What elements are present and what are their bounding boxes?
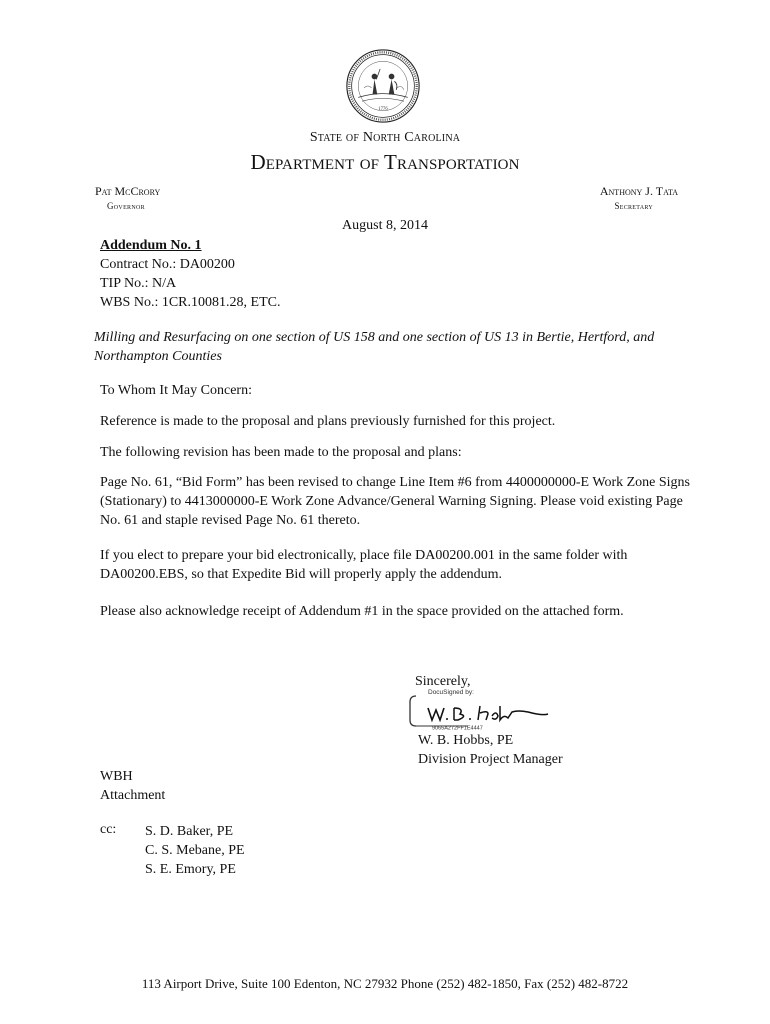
envelope-id: 9065A272FF1E4447	[432, 725, 483, 730]
contract-number: Contract No.: DA00200	[100, 257, 235, 272]
cc-recipient: S. D. Baker, PE	[145, 824, 234, 839]
governor-name: Pat McCrory	[95, 184, 161, 198]
secretary-title: Secretary	[614, 201, 653, 211]
signer-name: W. B. Hobbs, PE	[418, 733, 514, 748]
salutation: To Whom It May Concern:	[100, 383, 252, 398]
docusign-label: DocuSigned by:	[428, 689, 474, 696]
closing: Sincerely,	[415, 674, 471, 689]
initials-block	[100, 767, 165, 805]
electronic-bid-paragraph: If you elect to prepare your bid electronically, place file DA00200.001 in the same folder with DA00200.EBS, so that Expedite Bid will properly apply the addendum.	[100, 548, 628, 582]
cc-list	[145, 822, 245, 879]
project-title: Milling and Resurfacing on one section of US 158 and one section of US 13 in Bertie, Hertford, and Northampton Counties	[94, 330, 655, 364]
wbs-number: WBS No.: 1CR.10081.28, ETC.	[100, 295, 281, 310]
footer-address: 113 Airport Drive, Suite 100 Edenton, NC 27932 Phone (252) 482-1850, Fax (252) 482-8722	[141, 976, 629, 991]
contract-info	[100, 236, 280, 312]
cc-recipient: S. E. Emory, PE	[145, 862, 236, 877]
acknowledge-paragraph: Please also acknowledge receipt of Addendum #1 in the space provided on the attached form.	[100, 604, 624, 619]
typist-initials: WBH	[100, 769, 133, 784]
reference-paragraph: Reference is made to the proposal and plans previously furnished for this project.	[100, 414, 556, 429]
department-name: Department of Transportation	[250, 150, 520, 174]
addendum-number: Addendum No. 1	[100, 238, 202, 253]
svg-text:1776: 1776	[378, 106, 388, 112]
cc-label: cc:	[100, 822, 117, 837]
state-seal-logo	[345, 48, 421, 124]
signer-block	[418, 731, 563, 769]
revision-detail: Page No. 61, “Bid Form” has been revised to change Line Item #6 from 4400000000-E Work Zone Signs (Stationary) to 4413000000-E Work Zone Advance/General Warning Signing. Please void existing Page No. 61 and staple revised Page No. 61 thereto.	[100, 475, 690, 528]
docusign-signature-block	[408, 686, 568, 730]
tip-number: TIP No.: N/A	[100, 276, 177, 291]
state-name: State of North Carolina	[309, 130, 461, 145]
signer-title: Division Project Manager	[418, 752, 563, 767]
secretary-name: Anthony J. Tata	[599, 184, 678, 198]
governor-title: Governor	[107, 201, 145, 211]
revision-intro: The following revision has been made to the proposal and plans:	[100, 445, 462, 460]
letter-date: August 8, 2014	[342, 218, 428, 233]
attachment-note: Attachment	[100, 788, 166, 803]
cc-recipient: C. S. Mebane, PE	[145, 843, 245, 858]
